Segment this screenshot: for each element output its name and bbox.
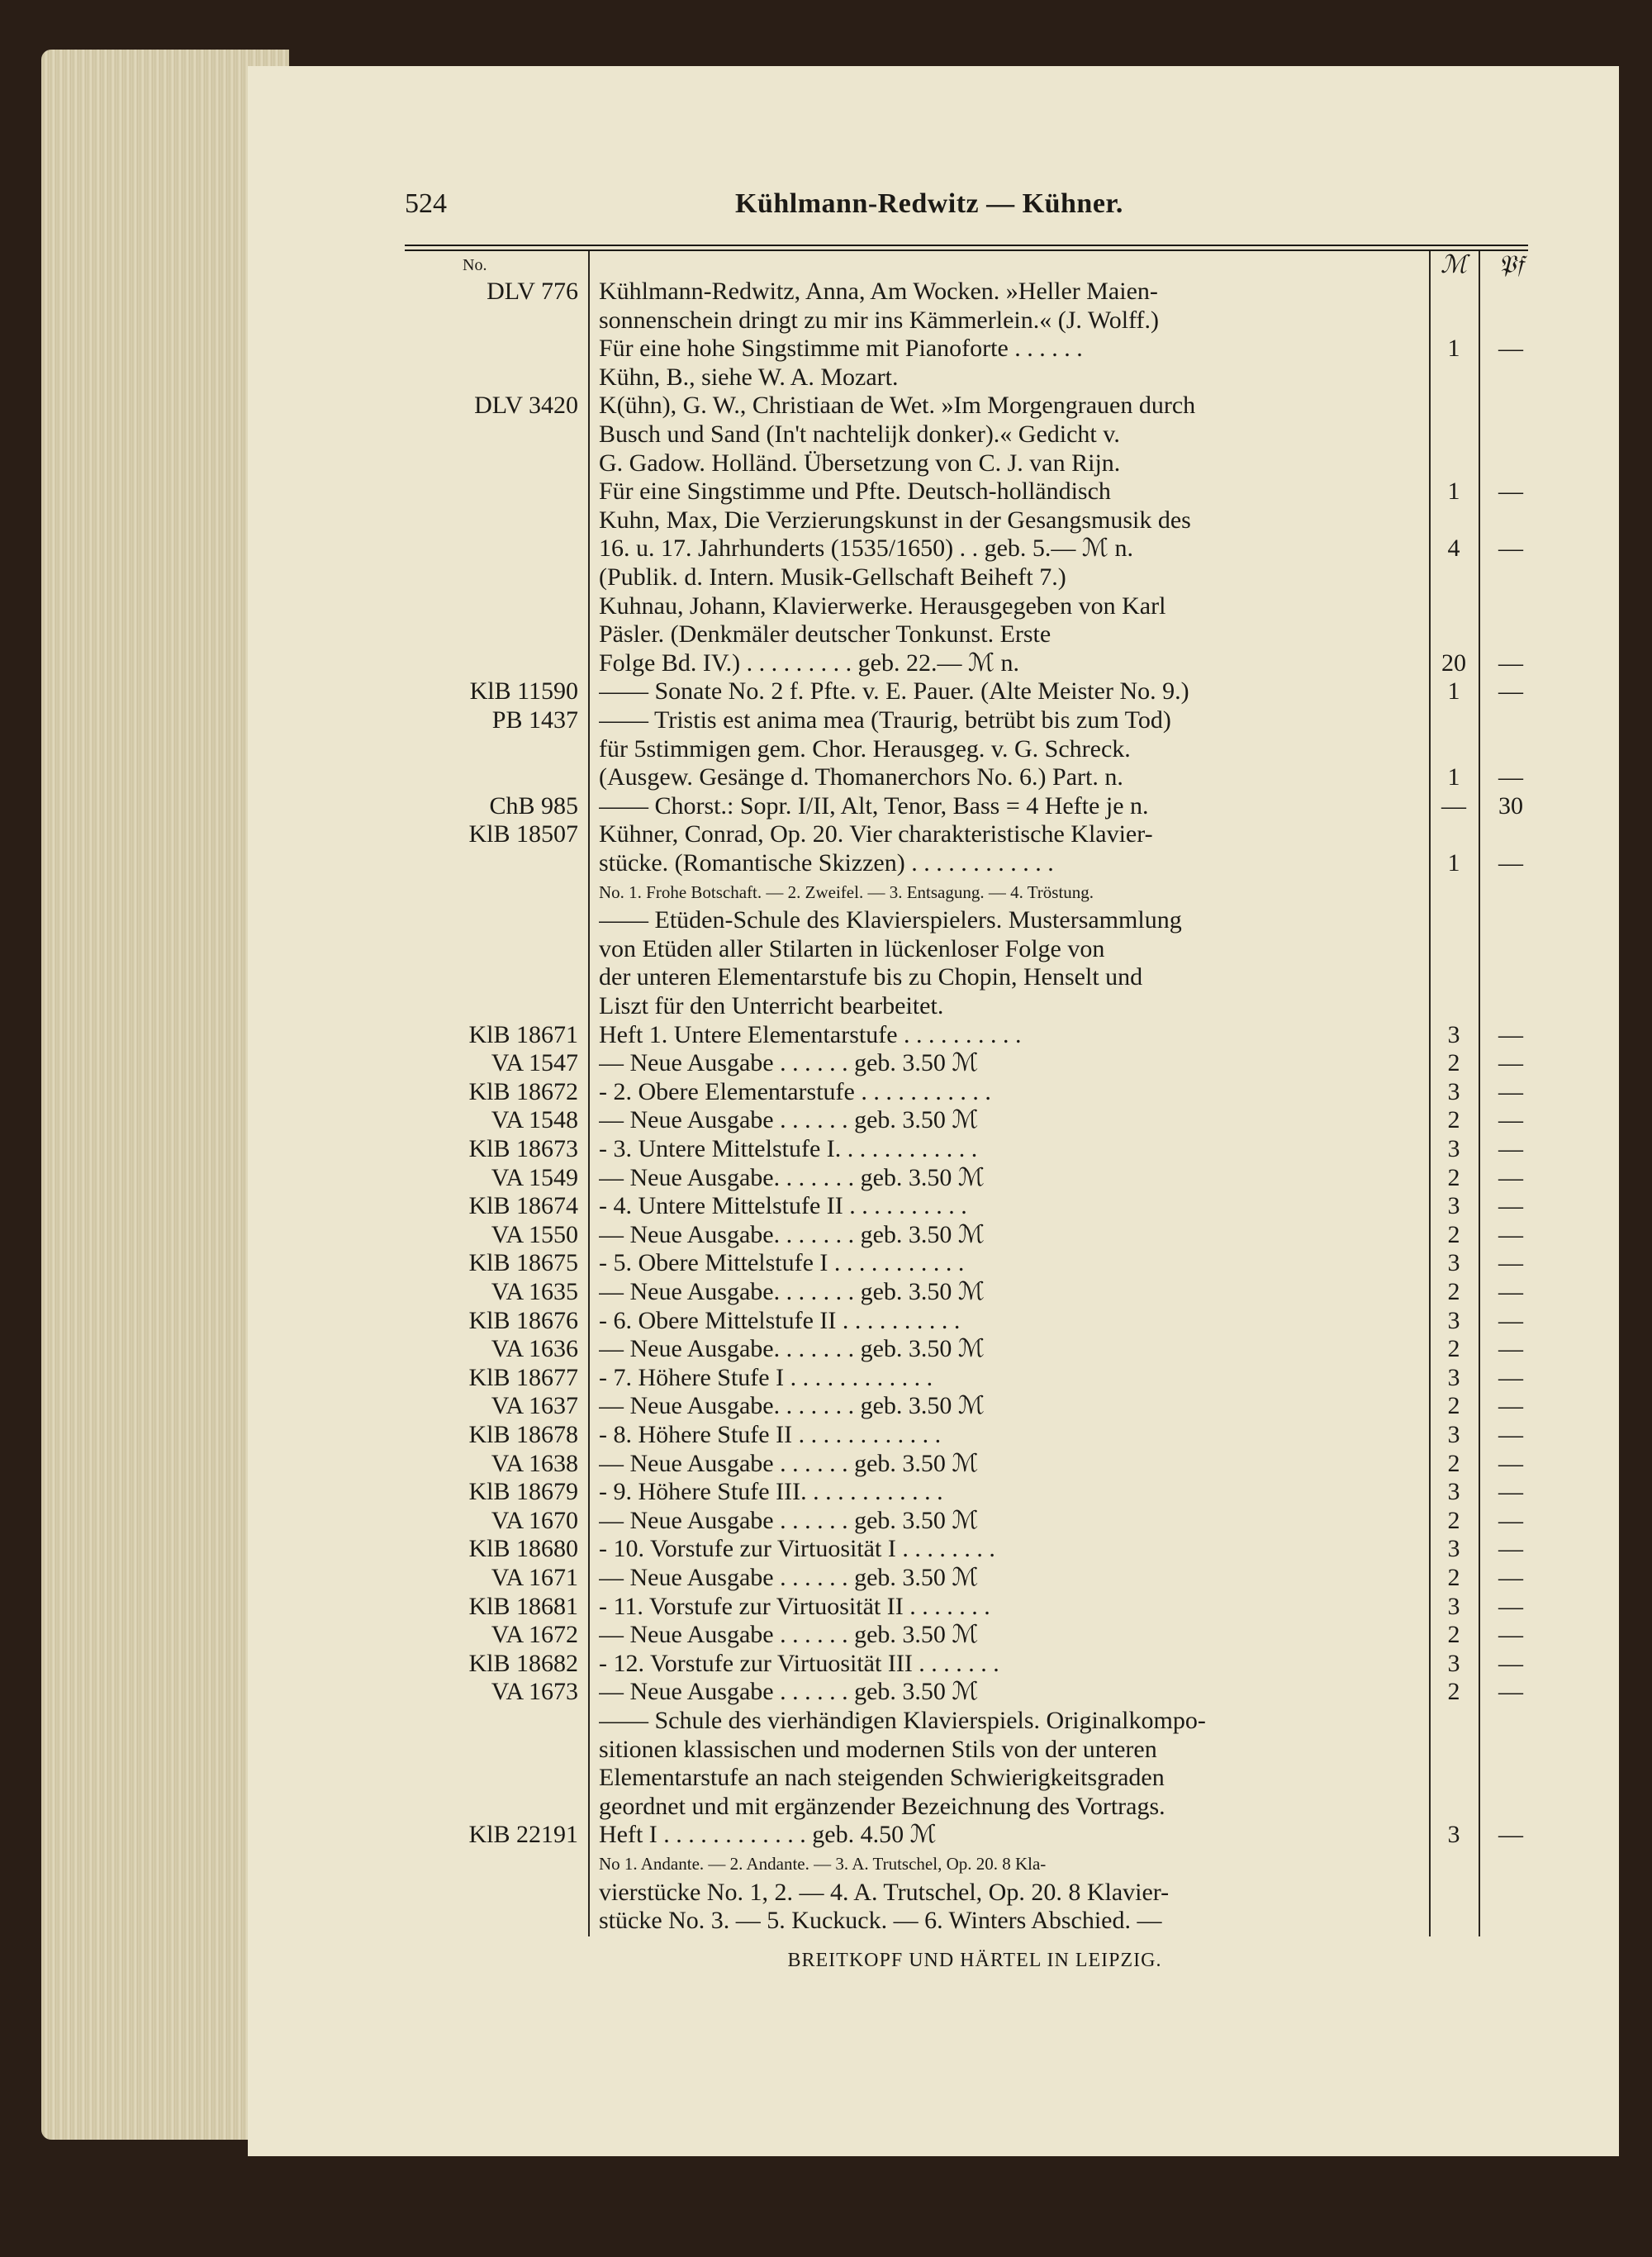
catalog-number: VA 1548 bbox=[491, 1106, 578, 1134]
price-mark: 1 bbox=[1447, 763, 1460, 791]
price-mark: 3 bbox=[1447, 1821, 1460, 1849]
catalog-number: VA 1673 bbox=[491, 1678, 578, 1706]
catalog-number: VA 1671 bbox=[491, 1564, 578, 1591]
catalog-entry-row bbox=[405, 306, 1528, 335]
catalog-number: KlB 22191 bbox=[468, 1821, 578, 1849]
catalog-entry-row bbox=[405, 1821, 1528, 1849]
price-mark: 1 bbox=[1447, 478, 1460, 506]
entry-description: Liszt für den Unterricht bearbeitet. bbox=[599, 992, 944, 1019]
price-pfennig: — bbox=[1498, 1449, 1523, 1477]
publisher-footer: BREITKOPF UND HÄRTEL IN LEIPZIG. bbox=[787, 1950, 1162, 1971]
catalog-entry-row bbox=[405, 421, 1528, 449]
price-pfennig: — bbox=[1498, 1421, 1523, 1448]
catalog-entry-row bbox=[405, 1364, 1528, 1392]
price-mark: 1 bbox=[1447, 849, 1460, 877]
price-pfennig: — bbox=[1498, 478, 1523, 506]
catalog-entry-row bbox=[405, 1335, 1528, 1363]
price-pfennig: — bbox=[1498, 1821, 1523, 1849]
entry-description: — Neue Ausgabe . . . . . . geb. 3.50 ℳ bbox=[599, 1049, 979, 1077]
price-pfennig: — bbox=[1498, 1306, 1523, 1334]
price-mark: 2 bbox=[1447, 1049, 1460, 1077]
price-mark: 2 bbox=[1447, 1506, 1460, 1534]
price-pfennig: — bbox=[1498, 1020, 1523, 1048]
price-mark: 2 bbox=[1447, 1163, 1460, 1191]
price-mark: — bbox=[1441, 791, 1466, 820]
entry-description: Kühner, Conrad, Op. 20. Vier charakteristische Klavier- bbox=[599, 820, 1153, 848]
catalog-entry-row bbox=[405, 878, 1528, 906]
catalog-entry-row bbox=[405, 1450, 1528, 1478]
price-mark: 2 bbox=[1447, 1392, 1460, 1420]
catalog-number: VA 1638 bbox=[491, 1449, 578, 1477]
catalog-entry-row bbox=[405, 1535, 1528, 1563]
catalog-number: KlB 18673 bbox=[468, 1135, 578, 1162]
entry-description: Kühlmann-Redwitz, Anna, Am Wocken. »Heller Maien- bbox=[599, 278, 1158, 305]
catalog-entry-row bbox=[405, 1249, 1528, 1277]
entry-description: stücke No. 3. — 5. Kuckuck. — 6. Winters Abschied. — bbox=[599, 1907, 1162, 1935]
price-pfennig: — bbox=[1498, 1106, 1523, 1134]
column-header-number: No. bbox=[463, 256, 487, 274]
page-header bbox=[405, 188, 1545, 238]
entry-description: - 12. Vorstufe zur Virtuosität III . . . . . . . bbox=[599, 1649, 999, 1677]
catalog-entry-row bbox=[405, 763, 1528, 791]
entry-description: der unteren Elementarstufe bis zu Chopin, Henselt und bbox=[599, 963, 1143, 991]
price-mark: 2 bbox=[1447, 1449, 1460, 1477]
price-mark: 2 bbox=[1447, 1678, 1460, 1706]
price-mark: 2 bbox=[1447, 1335, 1460, 1363]
entry-description: K(ühn), G. W., Christiaan de Wet. »Im Morgengrauen durch bbox=[599, 392, 1196, 420]
entry-description: Kuhnau, Johann, Klavierwerke. Herausgegeben von Karl bbox=[599, 592, 1166, 620]
entry-description: —— Sonate No. 2 f. Pfte. v. E. Pauer. (Alte Meister No. 9.) bbox=[599, 677, 1189, 706]
entry-description: 16. u. 17. Jahrhunderts (1535/1650) . . geb. 5.— ℳ n. bbox=[599, 535, 1134, 563]
catalog-entry-row bbox=[405, 935, 1528, 963]
entry-description: vierstücke No. 1, 2. — 4. A. Trutschel, Op. 20. 8 Klavier- bbox=[599, 1878, 1170, 1906]
catalog-number: VA 1547 bbox=[491, 1049, 578, 1077]
entry-description: sitionen klassischen und modernen Stils von der unteren bbox=[599, 1735, 1157, 1763]
entry-description: (Publik. d. Intern. Musik-Gellschaft Beiheft 7.) bbox=[599, 563, 1066, 591]
catalog-number: KlB 18678 bbox=[468, 1421, 578, 1448]
entry-description: Folge Bd. IV.) . . . . . . . . . geb. 22.— ℳ n. bbox=[599, 649, 1020, 677]
price-pfennig: — bbox=[1498, 677, 1523, 706]
price-pfennig: — bbox=[1498, 1592, 1523, 1620]
catalog-entry-row bbox=[405, 1078, 1528, 1106]
entry-description: — Neue Ausgabe. . . . . . . geb. 3.50 ℳ bbox=[599, 1278, 985, 1305]
catalog-number: DLV 3420 bbox=[474, 392, 578, 420]
catalog-entry-row bbox=[405, 392, 1528, 420]
price-mark: 1 bbox=[1447, 335, 1460, 363]
price-mark: 3 bbox=[1447, 1592, 1460, 1620]
catalog-entry-row bbox=[405, 1736, 1528, 1764]
catalog-number: KlB 18676 bbox=[468, 1306, 578, 1334]
price-pfennig: — bbox=[1498, 1392, 1523, 1420]
catalog-entry-row bbox=[405, 1764, 1528, 1792]
entry-description: —— Tristis est anima mea (Traurig, betrübt bis zum Tod) bbox=[599, 706, 1171, 734]
catalog-entry-row bbox=[405, 1192, 1528, 1220]
price-mark: 3 bbox=[1447, 1135, 1460, 1162]
entry-description: für 5stimmigen gem. Chor. Herausgeg. v. G. Schreck. bbox=[599, 734, 1131, 763]
entry-description: - 5. Obere Mittelstufe I . . . . . . . . . . . bbox=[599, 1249, 965, 1277]
price-pfennig: — bbox=[1498, 1220, 1523, 1248]
price-pfennig: — bbox=[1498, 849, 1523, 877]
catalog-entry-row bbox=[405, 1507, 1528, 1535]
catalog-entry-row bbox=[405, 1707, 1528, 1735]
entry-description: - 6. Obere Mittelstufe II . . . . . . . . . . bbox=[599, 1306, 961, 1334]
entry-description: — Neue Ausgabe. . . . . . . geb. 3.50 ℳ bbox=[599, 1335, 985, 1363]
catalog-number: KlB 18680 bbox=[468, 1535, 578, 1563]
catalog-entry-row bbox=[405, 620, 1528, 649]
entry-description: Heft 1. Untere Elementarstufe . . . . . . . . . . bbox=[599, 1020, 1022, 1048]
price-mark: 3 bbox=[1447, 1363, 1460, 1391]
catalog-number: PB 1437 bbox=[491, 706, 578, 734]
catalog-entry-row bbox=[405, 1021, 1528, 1049]
catalog-entry-row bbox=[405, 363, 1528, 392]
catalog-number: ChB 985 bbox=[489, 791, 578, 820]
entry-description: —— Schule des vierhändigen Klavierspiels. Originalkompo- bbox=[599, 1707, 1206, 1734]
price-mark: 3 bbox=[1447, 1478, 1460, 1506]
catalog-entry-row bbox=[405, 335, 1528, 363]
entry-description: sonnenschein dringt zu mir ins Kämmerlein.« (J. Wolff.) bbox=[599, 306, 1160, 334]
catalog-entry-row bbox=[405, 820, 1528, 848]
price-pfennig: — bbox=[1498, 763, 1523, 791]
price-pfennig: — bbox=[1498, 1278, 1523, 1305]
catalog-entry-row bbox=[405, 735, 1528, 763]
price-mark: 3 bbox=[1447, 1306, 1460, 1334]
entry-description: No 1. Andante. — 2. Andante. — 3. A. Trutschel, Op. 20. 8 Kla- bbox=[599, 1854, 1047, 1874]
entry-description: Heft I . . . . . . . . . . . . geb. 4.50 ℳ bbox=[599, 1821, 937, 1849]
price-pfennig: — bbox=[1498, 1478, 1523, 1506]
catalog-entry-row bbox=[405, 1879, 1528, 1907]
catalog-number: KlB 18679 bbox=[468, 1478, 578, 1506]
catalog-entry-row bbox=[405, 1907, 1528, 1935]
catalog-entry-row bbox=[405, 1564, 1528, 1592]
entry-description: Für eine Singstimme und Pfte. Deutsch-holländisch bbox=[599, 478, 1111, 506]
column-header-pfennig: 𝔓𝔣 bbox=[1498, 251, 1524, 278]
price-mark: 20 bbox=[1441, 649, 1466, 677]
page-number: 524 bbox=[405, 188, 447, 219]
catalog-entry-row bbox=[405, 1278, 1528, 1306]
catalog-number: VA 1637 bbox=[491, 1392, 578, 1420]
entry-description: G. Gadow. Holländ. Übersetzung von C. J. van Rijn. bbox=[599, 449, 1121, 477]
price-pfennig: — bbox=[1498, 335, 1523, 363]
price-pfennig: — bbox=[1498, 1135, 1523, 1162]
catalog-entry-row bbox=[405, 677, 1528, 706]
price-pfennig: — bbox=[1498, 1335, 1523, 1363]
catalog-entry-row bbox=[405, 563, 1528, 592]
entry-description: — Neue Ausgabe. . . . . . . geb. 3.50 ℳ bbox=[599, 1163, 985, 1191]
catalog-number: KlB 18681 bbox=[468, 1592, 578, 1620]
entry-description: — Neue Ausgabe . . . . . . geb. 3.50 ℳ bbox=[599, 1621, 979, 1649]
catalog-entry-row bbox=[405, 1049, 1528, 1077]
catalog-number: VA 1550 bbox=[491, 1220, 578, 1248]
price-pfennig: — bbox=[1498, 535, 1523, 563]
catalog-number: KlB 18682 bbox=[468, 1649, 578, 1677]
entry-description: — Neue Ausgabe . . . . . . geb. 3.50 ℳ bbox=[599, 1449, 979, 1477]
entry-description: - 4. Untere Mittelstufe II . . . . . . . . . . bbox=[599, 1192, 967, 1220]
entry-description: - 9. Höhere Stufe III. . . . . . . . . . . . bbox=[599, 1478, 943, 1506]
price-mark: 3 bbox=[1447, 1192, 1460, 1220]
price-mark: 3 bbox=[1447, 1020, 1460, 1048]
catalog-entry-row bbox=[405, 592, 1528, 620]
price-pfennig: — bbox=[1498, 1192, 1523, 1220]
entry-description: - 10. Vorstufe zur Virtuosität I . . . . . . . . bbox=[599, 1535, 995, 1563]
catalog-entry-row bbox=[405, 1164, 1528, 1192]
catalog-table bbox=[405, 248, 1528, 1950]
catalog-entry-row bbox=[405, 1621, 1528, 1649]
catalog-number: KlB 18677 bbox=[468, 1363, 578, 1391]
catalog-number: VA 1672 bbox=[491, 1621, 578, 1649]
entry-description: — Neue Ausgabe. . . . . . . geb. 3.50 ℳ bbox=[599, 1392, 985, 1420]
entry-description: No. 1. Frohe Botschaft. — 2. Zweifel. — 3. Entsagung. — 4. Tröstung. bbox=[599, 881, 1094, 902]
price-mark: 3 bbox=[1447, 1649, 1460, 1677]
price-pfennig: — bbox=[1498, 1506, 1523, 1534]
price-mark: 1 bbox=[1447, 677, 1460, 706]
entry-description: - 11. Vorstufe zur Virtuosität II . . . . . . . bbox=[599, 1592, 990, 1620]
catalog-entry-row bbox=[405, 1135, 1528, 1163]
entry-description: stücke. (Romantische Skizzen) . . . . . . . . . . . . bbox=[599, 849, 1054, 877]
catalog-entry-row bbox=[405, 992, 1528, 1020]
price-mark: 2 bbox=[1447, 1278, 1460, 1305]
catalog-entry-row bbox=[405, 449, 1528, 478]
column-header-row bbox=[405, 251, 1528, 278]
catalog-entry-row bbox=[405, 1421, 1528, 1449]
catalog-entry-row bbox=[405, 706, 1528, 734]
running-head: Kühlmann-Redwitz — Kühner. bbox=[735, 188, 1123, 219]
entry-description: —— Chorst.: Sopr. I/II, Alt, Tenor, Bass = 4 Hefte je n. bbox=[599, 791, 1149, 820]
price-mark: 2 bbox=[1447, 1106, 1460, 1134]
price-pfennig: — bbox=[1498, 1535, 1523, 1563]
catalog-number: VA 1635 bbox=[491, 1278, 578, 1305]
entry-description: - 2. Obere Elementarstufe . . . . . . . . . . . bbox=[599, 1077, 991, 1105]
price-pfennig: — bbox=[1498, 1163, 1523, 1191]
entry-description: —— Etüden-Schule des Klavierspielers. Mustersammlung bbox=[599, 906, 1182, 934]
entry-description: Kühn, B., siehe W. A. Mozart. bbox=[599, 363, 899, 391]
catalog-number: VA 1670 bbox=[491, 1506, 578, 1534]
catalog-entry-row bbox=[405, 278, 1528, 306]
price-pfennig: — bbox=[1498, 1621, 1523, 1649]
price-mark: 3 bbox=[1447, 1077, 1460, 1105]
price-mark: 3 bbox=[1447, 1535, 1460, 1563]
header-rule-top bbox=[405, 245, 1528, 246]
catalog-number: VA 1636 bbox=[491, 1335, 578, 1363]
entry-description: - 7. Höhere Stufe I . . . . . . . . . . . . bbox=[599, 1363, 933, 1391]
catalog-entry-row bbox=[405, 506, 1528, 535]
catalog-entry-row bbox=[405, 1850, 1528, 1878]
price-pfennig: — bbox=[1498, 1649, 1523, 1677]
catalog-entry-row bbox=[405, 1478, 1528, 1506]
price-pfennig: — bbox=[1498, 1564, 1523, 1591]
price-pfennig: — bbox=[1498, 649, 1523, 677]
catalog-entry-row bbox=[405, 792, 1528, 820]
price-pfennig: 30 bbox=[1498, 791, 1523, 820]
catalog-number: KlB 18674 bbox=[468, 1192, 578, 1220]
entry-description: Busch und Sand (In't nachtelijk donker).« Gedicht v. bbox=[599, 421, 1120, 448]
catalog-entry-row bbox=[405, 478, 1528, 506]
entry-description: — Neue Ausgabe . . . . . . geb. 3.50 ℳ bbox=[599, 1678, 979, 1706]
catalog-entry-row bbox=[405, 1392, 1528, 1420]
price-mark: 3 bbox=[1447, 1421, 1460, 1448]
entry-description: Päsler. (Denkmäler deutscher Tonkunst. Erste bbox=[599, 620, 1051, 649]
entry-description: — Neue Ausgabe . . . . . . geb. 3.50 ℳ bbox=[599, 1564, 979, 1591]
catalog-entry-row bbox=[405, 1593, 1528, 1621]
catalog-entry-row bbox=[405, 1793, 1528, 1821]
entry-description: von Etüden aller Stilarten in lückenloser Folge von bbox=[599, 934, 1105, 962]
price-mark: 2 bbox=[1447, 1220, 1460, 1248]
price-pfennig: — bbox=[1498, 1678, 1523, 1706]
price-pfennig: — bbox=[1498, 1049, 1523, 1077]
catalog-entry-row bbox=[405, 1678, 1528, 1706]
column-header-mark: ℳ bbox=[1440, 251, 1468, 278]
price-mark: 2 bbox=[1447, 1621, 1460, 1649]
catalog-number: KlB 11590 bbox=[469, 677, 578, 706]
entry-description: - 3. Untere Mittelstufe I. . . . . . . . . . . . bbox=[599, 1135, 978, 1162]
price-mark: 3 bbox=[1447, 1249, 1460, 1277]
entry-description: Kuhn, Max, Die Verzierungskunst in der Gesangsmusik des bbox=[599, 506, 1191, 534]
catalog-entry-row bbox=[405, 906, 1528, 934]
catalog-number: VA 1549 bbox=[491, 1163, 578, 1191]
price-pfennig: — bbox=[1498, 1363, 1523, 1391]
catalog-entry-row bbox=[405, 1307, 1528, 1335]
catalog-entry-row bbox=[405, 963, 1528, 991]
catalog-number: KlB 18672 bbox=[468, 1077, 578, 1105]
catalog-number: KlB 18675 bbox=[468, 1249, 578, 1277]
catalog-entry-row bbox=[405, 1106, 1528, 1134]
catalog-entry-row bbox=[405, 849, 1528, 877]
entry-description: — Neue Ausgabe . . . . . . geb. 3.50 ℳ bbox=[599, 1106, 979, 1134]
catalog-number: DLV 776 bbox=[487, 278, 578, 305]
catalog-entry-row bbox=[405, 1221, 1528, 1249]
entry-description: geordnet und mit ergänzender Bezeichnung des Vortrags. bbox=[599, 1792, 1165, 1820]
price-pfennig: — bbox=[1498, 1077, 1523, 1105]
price-pfennig: — bbox=[1498, 1249, 1523, 1277]
entry-description: (Ausgew. Gesänge d. Thomanerchors No. 6.) Part. n. bbox=[599, 763, 1123, 791]
price-mark: 4 bbox=[1447, 535, 1460, 563]
price-mark: 2 bbox=[1447, 1564, 1460, 1591]
catalog-entry-row bbox=[405, 535, 1528, 563]
entry-description: Für eine hohe Singstimme mit Pianoforte . . . . . . bbox=[599, 335, 1083, 363]
entry-description: Elementarstufe an nach steigenden Schwierigkeitsgraden bbox=[599, 1764, 1165, 1792]
catalog-entry-row bbox=[405, 649, 1528, 677]
entry-description: — Neue Ausgabe. . . . . . . geb. 3.50 ℳ bbox=[599, 1220, 985, 1248]
catalog-entry-row bbox=[405, 1650, 1528, 1678]
catalog-number: KlB 18671 bbox=[468, 1020, 578, 1048]
entry-description: - 8. Höhere Stufe II . . . . . . . . . . . . bbox=[599, 1421, 942, 1448]
catalog-number: KlB 18507 bbox=[468, 820, 578, 848]
entry-description: — Neue Ausgabe . . . . . . geb. 3.50 ℳ bbox=[599, 1506, 979, 1534]
